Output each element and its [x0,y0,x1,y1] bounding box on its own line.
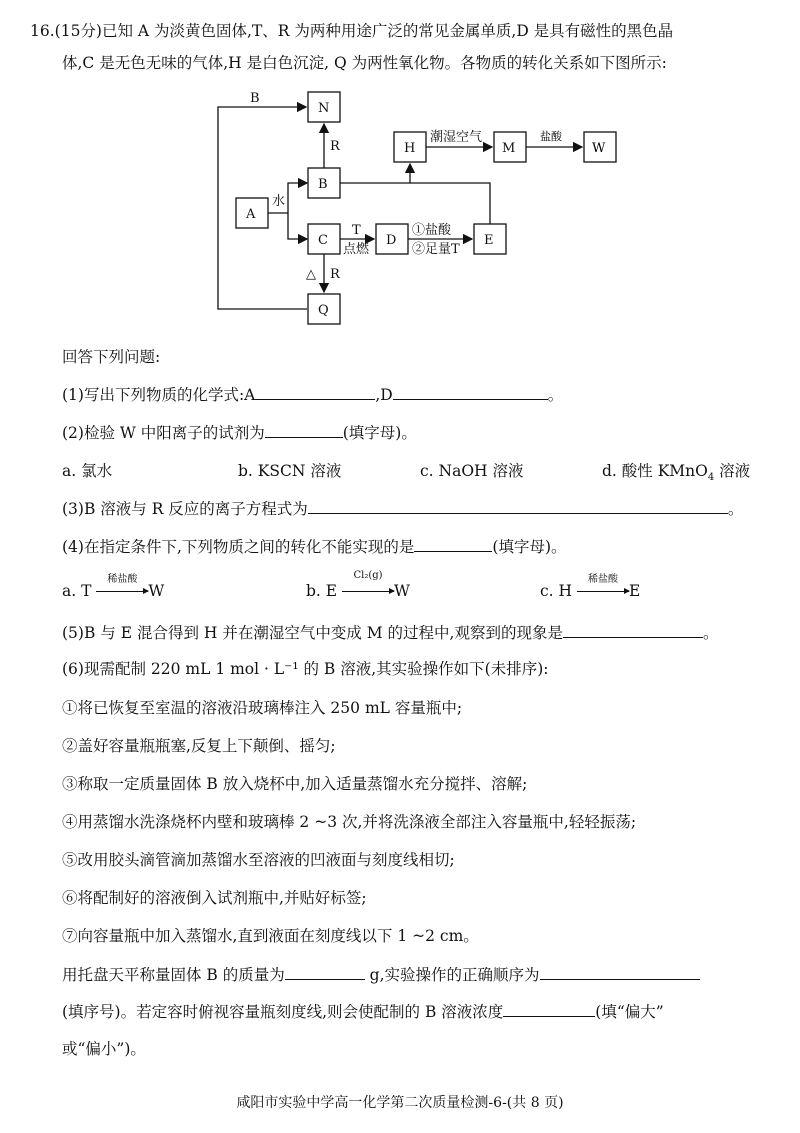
q4-b-arrow [342,570,394,600]
node-w: W [592,141,606,156]
label-heat: △ [306,267,316,282]
stem-text-1: 已知 A 为淡黄色固体,T、R 为两种用途广泛的常见金属单质,D 是具有磁性的黑色晶 [101,22,674,40]
q6-mass-blank[interactable] [285,963,365,980]
q1-blank-a[interactable] [255,383,375,400]
node-m: M [502,141,516,156]
step-6: ⑥将配制好的溶液倒入试剂瓶中,并贴好标签; [62,889,367,907]
q6-tail-1a: 用托盘天平称量固体 B 的质量为 [62,966,285,984]
q5-blank[interactable] [563,621,703,638]
q6-tail-1b: g,实验操作的正确顺序为 [364,966,540,984]
question-stem-line2 [62,52,772,74]
q1-blank-d[interactable] [393,383,548,400]
step-4: ④用蒸馏水洗涤烧杯内壁和玻璃棒 2 ~3 次,并将洗涤液全部注入容量瓶中,轻轻振荡; [62,813,637,831]
q4-c-arrow [577,574,629,600]
stem-text-2: 体,C 是无色无味的气体,H 是白色沉淀, Q 为两性氧化物。各物质的转化关系如下图所示: [62,54,667,72]
q6-tail-line1 [62,963,772,986]
q6-line [62,658,772,680]
prompt-line [62,346,772,368]
label-t: T [352,223,361,238]
q6-tail-2b: (填“偏大” [595,1003,664,1021]
step-1: ①将已恢复至室温的溶液沿玻璃棒注入 250 mL 容量瓶中; [62,699,463,717]
q4-a-pre: a. T [62,582,92,600]
q6-conc-blank[interactable] [503,1000,595,1017]
q3-line [62,497,772,520]
node-h: H [404,141,416,156]
step-5: ⑤改用胶头滴管滴加蒸馏水至溶液的凹液面与刻度线相切; [62,851,455,869]
q2-text: (2)检验 W 中阳离子的试剂为 [62,424,265,442]
q5-end: 。 [702,624,719,642]
q4-b-post: W [394,582,410,600]
m-to-w-segment [526,120,626,170]
q1-text: (1)写出下列物质的化学式:A [62,386,256,404]
label-water: 水 [272,194,286,209]
question-stem-line1 [30,20,772,42]
q2-option-c: c. NaOH 溶液 [420,462,524,480]
q4-c-cond: 稀盐酸 [588,574,618,585]
page-footer: 咸阳市实验中学高一化学第二次质量检测-6-(共 8 页) [236,1095,564,1111]
label-acid-step2: ②足量T [412,242,460,257]
q2-option-b: b. KSCN 溶液 [238,462,342,480]
q6-text: (6)现需配制 220 mL 1 mol · L⁻¹ 的 B 溶液,其实验操作如下(未排序): [62,660,549,678]
q4-a-post: W [148,582,165,600]
q3-text: (3)B 溶液与 R 反应的离子方程式为 [62,500,308,518]
reaction-flow-diagram [200,88,560,338]
label-r-up: R [330,139,340,154]
q4-end: (填字母)。 [492,538,567,556]
node-a: A [246,207,256,222]
q4-c-post: E [629,582,641,600]
label-b-loop: B [250,91,260,106]
q5-text: (5)B 与 E 混合得到 H 并在潮湿空气中变成 M 的过程中,观察到的现象是 [62,624,563,642]
q1-end: 。 [547,386,564,404]
q6-tail-line3: 或“偏小”)。 [62,1040,146,1058]
step-7: ⑦向容量瓶中加入蒸馏水,直到液面在刻度线以下 1 ~2 cm。 [62,927,479,945]
question-number: 16. [30,22,55,40]
node-n: N [318,101,330,116]
node-e: E [484,233,494,248]
q4-text: (4)在指定条件下,下列物质之间的转化不能实现的是 [62,538,415,556]
q1-line [62,383,772,406]
q4-blank[interactable] [414,535,492,552]
q4-a-arrow [96,574,148,600]
label-humid-air: 潮湿空气 [430,130,483,145]
node-b: B [318,177,328,192]
node-q: Q [318,303,329,318]
q4-option-c [540,574,641,600]
q4-option-a [62,574,165,600]
q2-option-d-post: 溶液 [714,462,751,480]
q4-c-pre: c. H [540,582,573,600]
q2-option-d-pre: d. 酸性 KMnO [602,462,708,480]
q2-end: (填字母)。 [342,424,417,442]
step-2: ②盖好容量瓶瓶塞,反复上下颠倒、摇匀; [62,737,336,755]
prompt-text: 回答下列问题: [62,348,161,366]
q3-end: 。 [727,500,744,518]
q5-line [62,621,772,644]
q6-tail-line2 [62,1000,772,1023]
q4-b-pre: b. E [306,582,338,600]
q1-mid: ,D [375,386,393,404]
q3-blank[interactable] [308,497,728,514]
q4-line [62,535,772,558]
q6-order-blank[interactable] [540,963,700,980]
q2-option-d [602,459,750,483]
node-c: C [318,233,328,248]
q4-option-b [306,570,410,600]
step-3: ③称取一定质量固体 B 放入烧杯中,加入适量蒸馏水充分搅拌、溶解; [62,775,528,793]
node-d: D [386,233,397,248]
q2-option-a: a. 氯水 [62,462,113,480]
label-ignite: 点燃 [343,242,370,257]
label-r-down: R [330,267,340,282]
q4-b-cond: Cl₂(g) [353,570,383,581]
q2-line [62,421,772,444]
question-score: (15分) [54,22,102,40]
q6-tail-2a: (填序号)。若定容时俯视容量瓶刻度线,则会使配制的 B 溶液浓度 [62,1003,504,1021]
label-acid-step1: ①盐酸 [412,223,452,238]
q2-option-d-sub: 4 [707,472,715,484]
label-hcl: 盐酸 [540,130,562,143]
q2-blank[interactable] [265,421,343,438]
q4-a-cond: 稀盐酸 [107,574,138,585]
